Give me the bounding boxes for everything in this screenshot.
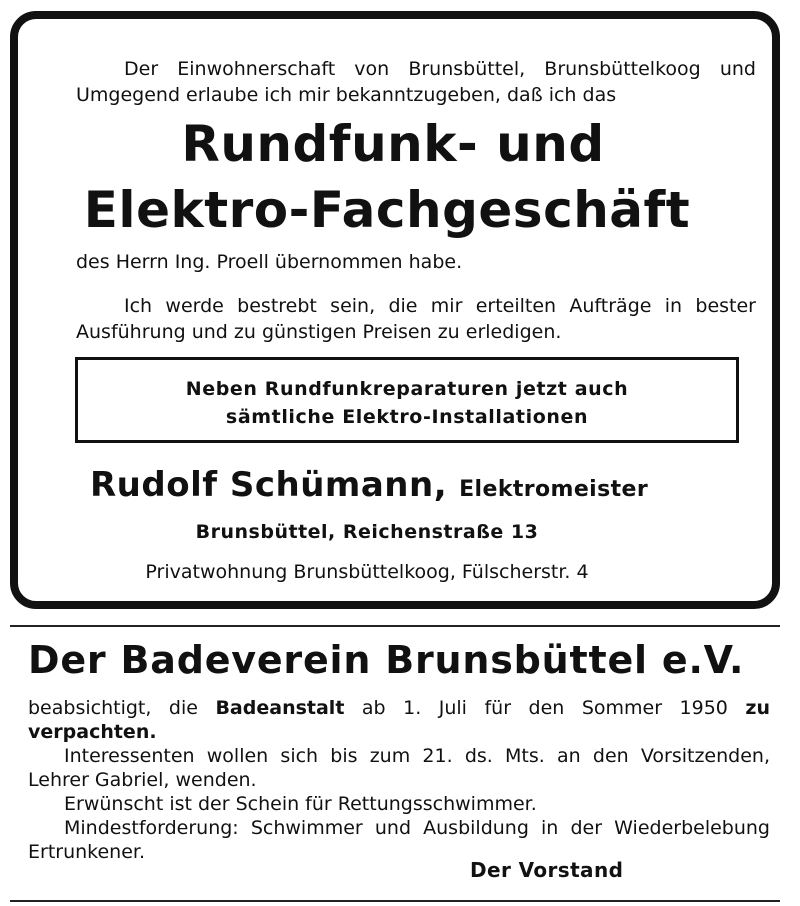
divider-bottom (10, 900, 780, 902)
bath-paragraph-3: Erwünscht ist der Schein für Rettungsschwimmer. (64, 793, 537, 815)
promise-text: Ich werde bestrebt sein, die mir erteilten Aufträge in bester Ausführung und zu günstigen Preisen zu erledigen. (76, 295, 756, 343)
owner-line (90, 465, 648, 505)
owner-title: Elektromeister (459, 477, 649, 502)
divider-top (10, 625, 780, 627)
services-line-2: sämtliche Elektro-Installationen (225, 406, 589, 428)
shop-address: Brunsbüttel, Reichenstraße 13 (195, 521, 539, 543)
radio-shop-advertisement (10, 11, 780, 609)
headline-line-1: Rundfunk- und (181, 115, 605, 173)
bath-paragraph-4: Mindestforderung: Schwimmer und Ausbildung in der Wiederbelebung Ertrunkener. (28, 817, 770, 863)
bath-club-body (28, 696, 770, 864)
bath-club-title: Der Badeverein Brunsbüttel e.V. (28, 638, 745, 682)
taken-over-text: des Herrn Ing. Proell übernommen habe. (76, 251, 463, 273)
bath-p1-prefix: beabsichtigt, die (28, 697, 216, 719)
intro-text: Der Einwohnerschaft von Brunsbüttel, Brunsbüttelkoog und Umgegend erlaube ich mir bekanntzugeben, daß ich das (76, 58, 756, 106)
bath-p1-bold-lease: zu verpachten. (28, 697, 770, 743)
owner-name: Rudolf Schümann, (90, 465, 448, 505)
bath-p1-middle: ab 1. Juli für den Sommer 1950 (344, 697, 746, 719)
headline-line-2: Elektro-Fachgeschäft (83, 181, 691, 239)
services-line-1: Neben Rundfunkreparaturen jetzt auch (185, 378, 629, 400)
private-address: Privatwohnung Brunsbüttelkoog, Fülscherstr. 4 (145, 561, 589, 583)
bath-paragraph-1 (28, 696, 770, 744)
bath-paragraph-2: Interessenten wollen sich bis zum 21. ds. Mts. an den Vorsitzenden, Lehrer Gabriel, wenden. (28, 745, 770, 791)
services-box (75, 357, 739, 443)
bath-p1-bold-bath: Badeanstalt (215, 697, 345, 719)
signature: Der Vorstand (470, 858, 624, 882)
